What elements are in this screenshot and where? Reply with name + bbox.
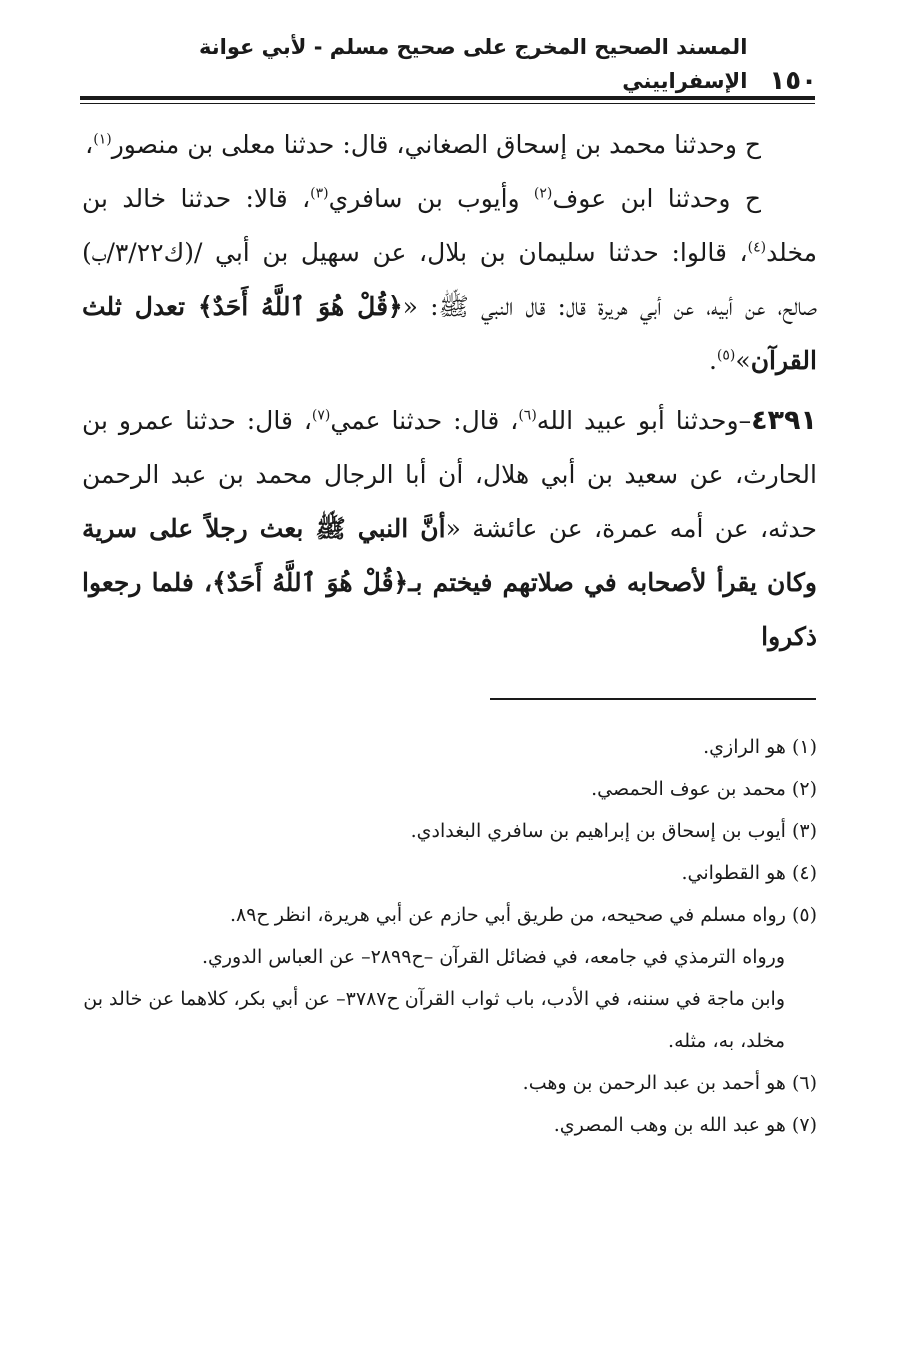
footnotes xyxy=(82,726,817,1146)
p2-c: ، قالا: حدثنا خالد بن مخلد xyxy=(82,184,817,267)
paragraph-1 xyxy=(82,118,817,172)
page-header xyxy=(82,35,817,98)
p2-f: . xyxy=(708,346,717,375)
p2-d: ، قالوا: حدثنا سليمان بن بلال، عن سهيل بن أبي /(ك٣/٢٢/ب) صالح، عن أبيه، عن أبي هريرة قال: قال النبي ﷺ: « xyxy=(82,238,818,321)
footnote-6: (٦) هو أحمد بن عبد الرحمن بن وهب. xyxy=(522,1072,817,1094)
footnote-4: (٤) هو القطواني. xyxy=(681,862,817,884)
footnote-ref-2: (٢) xyxy=(533,185,553,202)
footnote-ref-1: (١) xyxy=(93,131,112,148)
header-rule-thin xyxy=(80,103,815,104)
paragraph-2 xyxy=(82,172,817,388)
p3-b: ، قال: حدثنا عمي xyxy=(330,406,519,435)
p3-bold-1: أنَّ النبي ﷺ بعث رجلاً على سرية وكان يقرأ لأصحابه في صلاتهم فيختم بـ xyxy=(82,514,817,597)
header-rule-thick xyxy=(80,96,815,100)
p2-bold: تعدل ثلث القرآن xyxy=(82,292,817,375)
p1-end: ، xyxy=(85,130,94,159)
footnote-7: (٧) هو عبد الله بن وهب المصري. xyxy=(553,1114,817,1136)
footnote-ref-5: (٥) xyxy=(716,347,736,364)
p3-bold-2: ، فلما رجعوا ذكروا xyxy=(82,568,817,651)
quran-verse-1: ﴿قُلْ هُوَ ٱللَّهُ أَحَدٌ﴾ xyxy=(198,292,403,321)
footnote-5: (٥) رواه مسلم في صحيحه، من طريق أبي حازم عن أبي هريرة، انظر ح٨٩. xyxy=(229,904,817,926)
p3-c: ، قال: حدثنا عمرو بن الحارث، عن سعيد بن أبي هلال، أن أبا الرجال محمد بن عبد الرحمن حدثه، عن أمه عمرة، عن عائشة « xyxy=(82,406,817,543)
footnote-separator xyxy=(490,698,816,700)
hadith-number: ٤٣٩١ xyxy=(751,405,817,436)
footnote-ref-3: (٣) xyxy=(310,185,329,202)
p2-e: » xyxy=(735,346,751,375)
p2-a: ح وحدثنا ابن عوف xyxy=(552,184,761,213)
paragraph-3 xyxy=(82,394,817,664)
main-text xyxy=(82,118,817,664)
running-title: المسند الصحيح المخرج على صحيح مسلم - لأبي عوانة الإسفراييني xyxy=(199,35,748,93)
footnote-ref-4: (٤) xyxy=(747,239,767,256)
p2-b: وأيوب بن سافري xyxy=(328,184,534,213)
footnote-5-cont-2: وابن ماجة في سننه، في الأدب، باب ثواب القرآن ح٣٧٨٧– عن أبي بكر، كلاهما عن خالد بن مخلد، به، مثله. xyxy=(83,988,785,1052)
footnote-ref-6: (٦) xyxy=(518,407,537,424)
page-number: ١٥٠ xyxy=(769,66,817,96)
footnote-3: (٣) أيوب بن إسحاق بن إبراهيم بن سافري البغدادي. xyxy=(410,820,817,842)
footnote-5-cont-1: ورواه الترمذي في جامعه، في فضائل القرآن –ح٢٨٩٩– عن العباس الدوري. xyxy=(201,946,785,968)
footnote-2: (٢) محمد بن عوف الحمصي. xyxy=(591,778,817,800)
p1-text: ح وحدثنا محمد بن إسحاق الصغاني، قال: حدثنا معلى بن منصور xyxy=(111,130,761,159)
footnote-1: (١) هو الرازي. xyxy=(703,736,817,758)
p3-a: –وحدثنا أبو عبيد الله xyxy=(536,406,752,435)
quran-verse-2: ﴿قُلْ هُوَ ٱللَّهُ أَحَدٌ﴾ xyxy=(212,568,409,597)
footnote-ref-7: (٧) xyxy=(311,407,331,424)
